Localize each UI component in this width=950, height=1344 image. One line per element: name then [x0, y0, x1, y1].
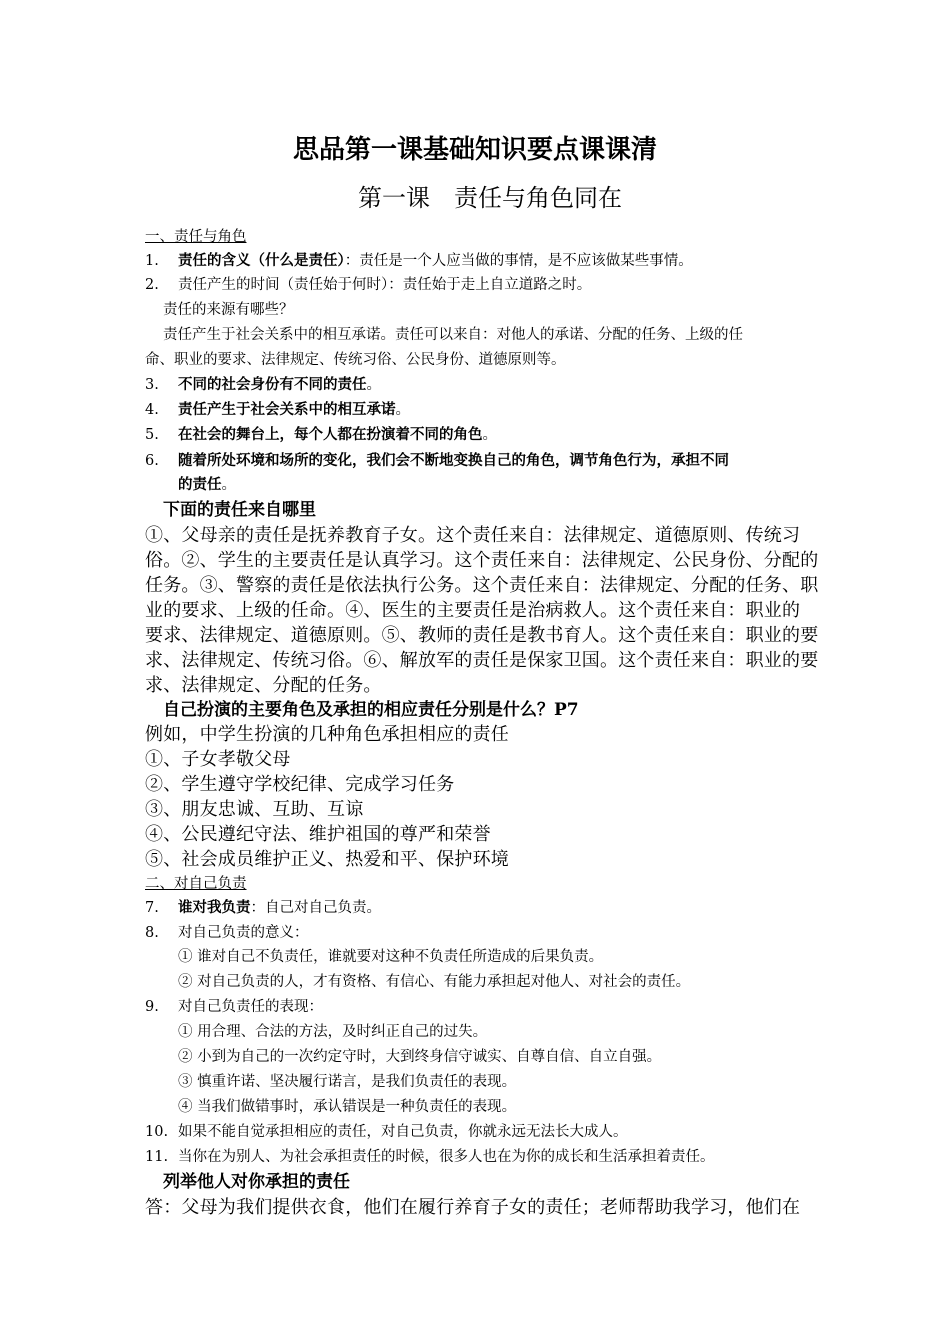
item-1-bold: 责任的含义（什么是责任）: [178, 252, 345, 269]
item-8-number: 8.: [145, 925, 159, 941]
item-5-number: 5.: [145, 427, 159, 443]
roles-intro: 例如，中学生扮演的几种角色承担相应的责任: [145, 724, 509, 745]
item-7: [178, 897, 381, 919]
item-7-bold: 谁对我负责: [178, 899, 251, 916]
source-question: 责任的来源有哪些？: [163, 302, 294, 318]
item-9-sub: ③ 慎重许诺、坚决履行诺言，是我们负责任的表现。: [178, 1074, 517, 1090]
lesson-subtitle: 第一课 责任与角色同在: [358, 184, 622, 212]
others-heading: 列举他人对你承担的责任: [163, 1172, 350, 1192]
item-9-sub: ① 用合理、合法的方法，及时纠正自己的过失。: [178, 1024, 488, 1040]
item-6-line-1: 随着所处环境和场所的变化，我们会不断地变换自己的角色，调节角色行为，承担不同: [178, 452, 729, 469]
item-7-number: 7.: [145, 900, 159, 916]
item-9-sub: ④ 当我们做错事时，承认错误是一种负责任的表现。: [178, 1099, 517, 1115]
item-10-text: 如果不能自觉承担相应的责任，对自己负责，你就永远无法长大成人。: [178, 1124, 628, 1140]
item-8-text: 对自己负责的意义：: [178, 925, 309, 941]
role-line: ⑤、社会成员维护正义、热爱和平、保护环境: [145, 849, 509, 870]
source-answer-line-1: 责任产生于社会关系中的相互承诺。责任可以来自：对他人的承诺、分配的任务、上级的任: [163, 327, 743, 343]
where-line: 求、法律规定、传统习俗。⑥、解放军的责任是保家卫国。这个责任来自：职业的要: [145, 650, 819, 671]
item-11-text: 当你在为别人、为社会承担责任的时候，很多人也在为你的成长和生活承担着责任。: [178, 1149, 715, 1165]
item-9-sub: ② 小到为自己的一次约定守时，大到终身信守诚实、自尊自信、自立自强。: [178, 1049, 662, 1065]
where-heading: 下面的责任来自哪里: [163, 500, 316, 520]
item-6-tail: 。: [221, 477, 236, 493]
item-4-number: 4.: [145, 402, 159, 418]
role-line: ③、朋友忠诚、互助、互谅: [145, 799, 364, 820]
where-line: 业的要求、上级的任命。④、医生的主要责任是治病救人。这个责任来自：职业的: [145, 600, 801, 621]
item-6-number: 6.: [145, 453, 159, 469]
item-3-number: 3.: [145, 377, 159, 393]
item-4-bold: 责任产生于社会关系中的相互承诺: [178, 401, 396, 418]
role-line: ④、公民遵纪守法、维护祖国的尊严和荣誉: [145, 824, 491, 845]
item-1-number: 1.: [145, 253, 159, 269]
section-2-heading: 二、对自己负责: [145, 876, 247, 892]
roles-heading: 自己扮演的主要角色及承担的相应责任分别是什么？P7: [163, 700, 579, 720]
item-9-text: 对自己负责任的表现：: [178, 999, 323, 1015]
source-answer-line-2: 命、职业的要求、法律规定、传统习俗、公民身份、道德原则等。: [145, 352, 566, 368]
item-1: [178, 250, 693, 272]
item-11-number: 11.: [145, 1149, 169, 1165]
item-6-line-2: [178, 474, 236, 496]
where-line: 要求、法律规定、道德原则。⑤、教师的责任是教书育人。这个责任来自：职业的要: [145, 625, 819, 646]
item-10-number: 10.: [145, 1124, 169, 1140]
item-3: [178, 374, 381, 396]
item-5-tail: 。: [482, 427, 497, 443]
item-3-tail: 。: [366, 377, 381, 393]
section-1-heading: 一、责任与角色: [145, 229, 247, 245]
where-line: ①、父母亲的责任是抚养教育子女。这个责任来自：法律规定、道德原则、传统习: [145, 525, 801, 546]
where-line: 求、法律规定、分配的任务。: [145, 675, 382, 696]
item-5-bold: 在社会的舞台上，每个人都在扮演着不同的角色: [178, 426, 483, 443]
item-1-text: ：责任是一个人应当做的事情，是不应该做某些事情。: [344, 253, 693, 269]
item-5: [178, 424, 497, 446]
where-line: 任务。③、警察的责任是依法执行公务。这个责任来自：法律规定、分配的任务、职: [145, 575, 819, 596]
item-8-sub: ① 谁对自己不负责任，谁就要对这种不负责任所造成的后果负责。: [178, 949, 604, 965]
role-line: ②、学生遵守学校纪律、完成学习任务: [145, 774, 455, 795]
item-3-bold: 不同的社会身份有不同的责任: [178, 376, 367, 393]
item-9-number: 9.: [145, 999, 159, 1015]
item-2-number: 2.: [145, 277, 159, 293]
item-6-bold-2: 的责任: [178, 476, 222, 493]
others-answer: 答：父母为我们提供衣食，他们在履行养育子女的责任；老师帮助我学习，他们在: [145, 1197, 801, 1218]
page-title: 思品第一课基础知识要点课课清: [292, 135, 657, 165]
item-2-text: 责任产生的时间（责任始于何时）：责任始于走上自立道路之时。: [178, 277, 592, 293]
item-4: [178, 399, 410, 421]
where-line: 俗。②、学生的主要责任是认真学习。这个责任来自：法律规定、公民身份、分配的: [145, 550, 819, 571]
item-4-tail: 。: [395, 402, 410, 418]
item-7-text: ：自己对自己负责。: [250, 900, 381, 916]
item-8-sub: ② 对自己负责的人，才有资格、有信心、有能力承担起对他人、对社会的责任。: [178, 974, 691, 990]
role-line: ①、子女孝敬父母: [145, 749, 291, 770]
